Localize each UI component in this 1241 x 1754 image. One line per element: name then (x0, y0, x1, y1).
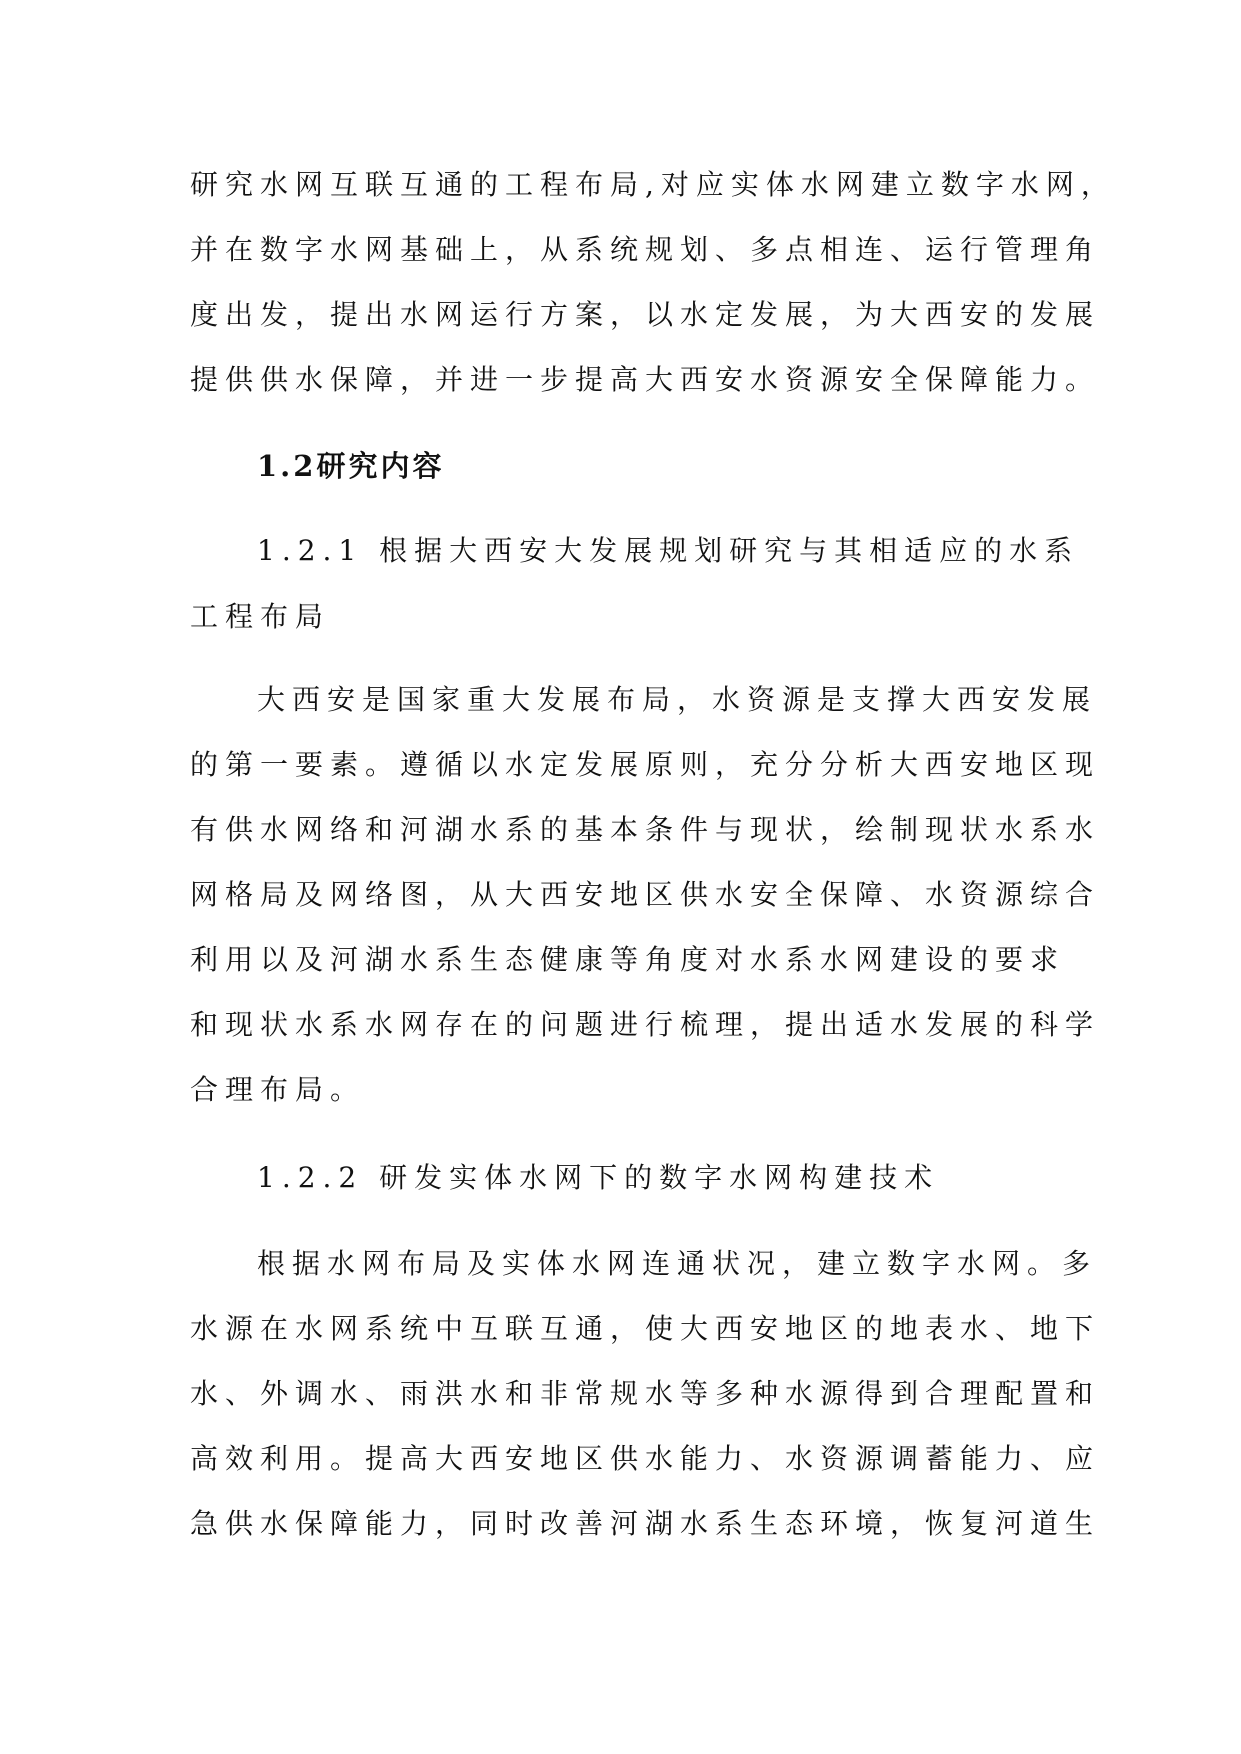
section-heading: 1.2研究内容 (257, 449, 445, 483)
text-line: 急供水保障能力，同时改善河湖水系生态环境，恢复河道生 (190, 1507, 1101, 1540)
subsection-heading: 1.2.2 研发实体水网下的数字水网构建技术 (257, 1161, 940, 1194)
text-line: 根据水网布局及实体水网连通状况，建立数字水网。多 (257, 1247, 1098, 1280)
text-line: 网格局及网络图，从大西安地区供水安全保障、水资源综合 (190, 878, 1101, 911)
section-1-2-2-heading (190, 1145, 1090, 1210)
text-line: 提供供水保障，并进一步提高大西安水资源安全保障能力。 (190, 363, 1101, 396)
text-line: 和现状水系水网存在的问题进行梳理，提出适水发展的科学 (190, 1008, 1101, 1041)
subsection-heading-line: 工程布局 (190, 600, 331, 633)
intro-paragraph (190, 152, 1116, 412)
text-line: 研究水网互联互通的工程布局,对应实体水网建立数字水网， (190, 168, 1116, 201)
text-line: 有供水网络和河湖水系的基本条件与现状，绘制现状水系水 (190, 813, 1101, 846)
text-line: 并在数字水网基础上，从系统规划、多点相连、运行管理角 (190, 233, 1101, 266)
text-line: 高效利用。提高大西安地区供水能力、水资源调蓄能力、应 (190, 1442, 1101, 1475)
text-line: 的第一要素。遵循以水定发展原则，充分分析大西安地区现 (190, 748, 1101, 781)
section-1-2-1-heading (190, 517, 1090, 649)
text-line: 度出发，提出水网运行方案，以水定发展，为大西安的发展 (190, 298, 1101, 331)
text-line: 水、外调水、雨洪水和非常规水等多种水源得到合理配置和 (190, 1377, 1101, 1410)
section-1-2-2-paragraph (190, 1231, 1101, 1556)
text-line: 大西安是国家重大发展布局，水资源是支撑大西安发展 (257, 683, 1098, 716)
text-line: 合理布局。 (190, 1073, 366, 1106)
subsection-heading-line: 1.2.1 根据大西安大发展规划研究与其相适应的水系 (257, 534, 1080, 567)
section-1-2 (190, 434, 1090, 499)
text-line: 水源在水网系统中互联互通，使大西安地区的地表水、地下 (190, 1312, 1101, 1345)
text-line: 利用以及河湖水系生态健康等角度对水系水网建设的要求 (190, 943, 1066, 976)
section-1-2-1-paragraph (190, 667, 1101, 1122)
